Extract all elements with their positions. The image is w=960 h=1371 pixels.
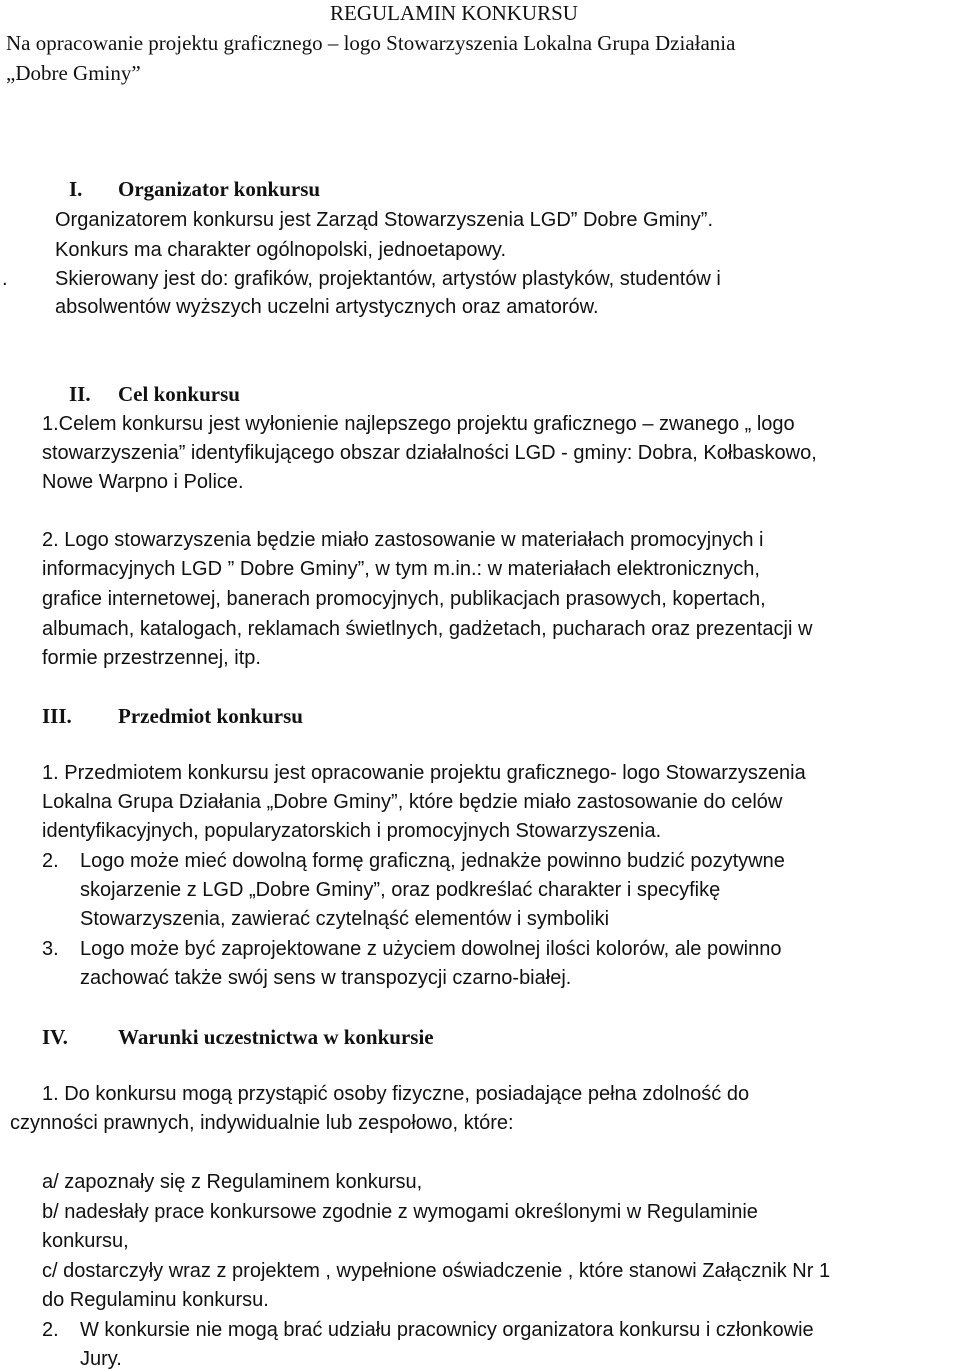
section-3-p3-line1: Logo może być zaprojektowane z użyciem dowolnej ilości kolorów, ale powinno: [80, 938, 782, 960]
section-3-p1-line2: Lokalna Grupa Działania „Dobre Gminy”, które będzie miało zastosowanie do celów: [42, 791, 783, 813]
section-4-p2-line1: W konkursie nie mogą brać udziału pracownicy organizatora konkursu i członkowie: [80, 1319, 814, 1341]
section-4-heading: Warunki uczestnictwa w konkursie: [118, 1025, 434, 1049]
section-3-p2-number: 2.: [42, 850, 59, 872]
section-2-p1-line1: 1.Celem konkursu jest wyłonienie najlepszego projektu graficznego – zwanego „ logo: [42, 413, 795, 435]
section-2-p2-line1: 2. Logo stowarzyszenia będzie miało zastosowanie w materiałach promocyjnych i: [42, 529, 764, 551]
section-3-p3-number: 3.: [42, 938, 59, 960]
section-3-p2-line2: skojarzenie z LGD „Dobre Gminy”, oraz podkreślać charakter i specyfikę: [80, 879, 721, 901]
section-1-line4: absolwentów wyższych uczelni artystycznych oraz amatorów.: [55, 296, 599, 318]
section-4-item-c-line1: c/ dostarczyły wraz z projektem , wypełnione oświadczenie , które stanowi Załącznik Nr 1: [42, 1260, 831, 1282]
section-2-p2-line4: albumach, katalogach, reklamach świetlnych, gadżetach, pucharach oraz prezentacji w: [42, 618, 813, 640]
section-4-item-c-line2: do Regulaminu konkursu.: [42, 1289, 269, 1311]
section-2-p2-line2: informacyjnych LGD ” Dobre Gminy”, w tym m.in.: w materiałach elektronicznych,: [42, 558, 760, 580]
section-3-p1-line3: identyfikacyjnych, popularyzatorskich i promocyjnych Stowarzyszenia.: [42, 820, 662, 842]
section-3-p2-line1: Logo może mieć dowolną formę graficzną, jednakże powinno budzić pozytywne: [80, 850, 785, 872]
section-4-item-b-line1: b/ nadesłały prace konkursowe zgodnie z wymogami określonymi w Regulaminie: [42, 1201, 758, 1223]
section-4-item-a: a/ zapoznały się z Regulaminem konkursu,: [42, 1171, 423, 1193]
section-1-number: I.: [69, 177, 83, 201]
section-4-p1-line1: 1. Do konkursu mogą przystąpić osoby fizyczne, posiadające pełna zdolność do: [42, 1083, 750, 1105]
section-2-p2-line3: grafice internetowej, banerach promocyjnych, publikacjach prasowych, kopertach,: [42, 588, 766, 610]
section-3-heading: Przedmiot konkursu: [118, 704, 303, 728]
section-4-item-b-line2: konkursu,: [42, 1230, 129, 1252]
section-2-heading: Cel konkursu: [118, 382, 240, 406]
section-3-p3-line2: zachować także swój sens w transpozycji czarno-białej.: [80, 967, 572, 989]
section-3-p2-line3: Stowarzyszenia, zawierać czytelnąść elementów i symboliki: [80, 908, 610, 930]
section-1-line3: Skierowany jest do: grafików, projektantów, artystów plastyków, studentów i: [55, 268, 721, 290]
section-4-p1-line2: czynności prawnych, indywidualnie lub zespołowo, które:: [10, 1112, 514, 1134]
section-3-p1-line1: 1. Przedmiotem konkursu jest opracowanie projektu graficznego- logo Stowarzyszenia: [42, 762, 806, 784]
section-1-line1: Organizatorem konkursu jest Zarząd Stowarzyszenia LGD” Dobre Gminy”.: [55, 209, 714, 231]
section-4-number: IV.: [42, 1025, 68, 1049]
document-subtitle-line1: Na opracowanie projektu graficznego – logo Stowarzyszenia Lokalna Grupa Działania: [6, 31, 736, 55]
document-subtitle-line2: „Dobre Gminy”: [6, 61, 141, 85]
section-4-p2-line2: Jury.: [80, 1348, 122, 1370]
section-2-p2-line5: formie przestrzennej, itp.: [42, 647, 261, 669]
section-4-p2-number: 2.: [42, 1319, 59, 1341]
section-1-heading: Organizator konkursu: [118, 177, 321, 201]
section-3-number: III.: [42, 704, 72, 728]
document-title: REGULAMIN KONKURSU: [330, 1, 578, 25]
section-1-line2: Konkurs ma charakter ogólnopolski, jednoetapowy.: [55, 239, 506, 261]
section-2-number: II.: [69, 382, 91, 406]
section-1-line3-prefix: .: [2, 268, 8, 290]
section-2-p1-line2: stowarzyszenia” identyfikującego obszar działalności LGD - gminy: Dobra, Kołbaskowo,: [42, 442, 817, 464]
section-2-p1-line3: Nowe Warpno i Police.: [42, 471, 244, 493]
